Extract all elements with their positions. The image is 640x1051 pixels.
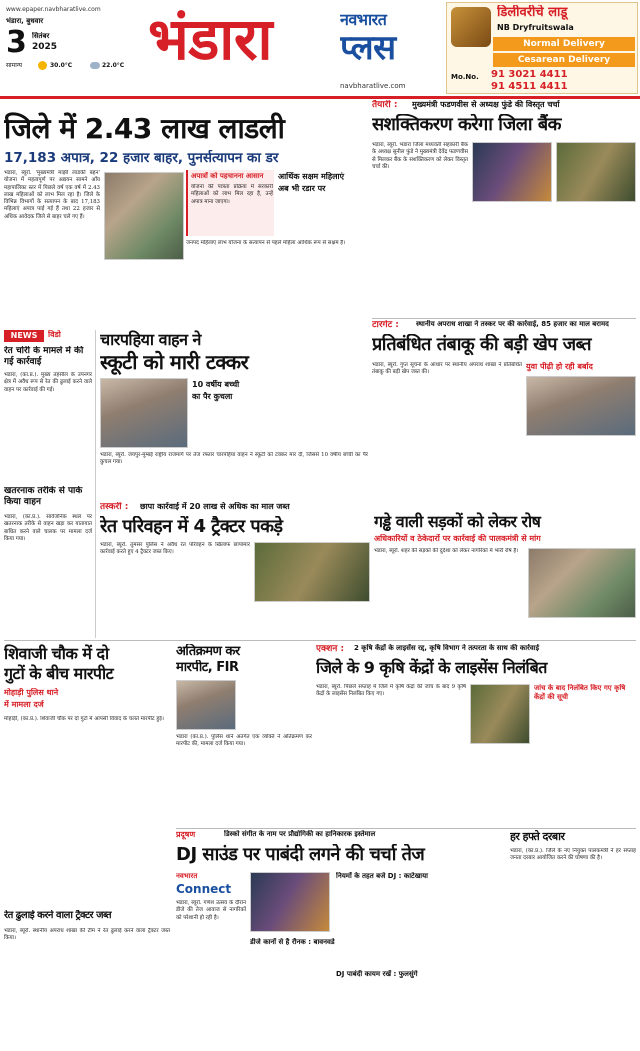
dj-body: भंडारा, ब्यूरो. गणेश उत्सव के दौरान डीजे की तेज आवाज से नागरिकों को परेशानी हो रही है।: [176, 900, 246, 921]
shivaji-headline-2: गुटों के बीच मारपीट: [4, 664, 114, 683]
cooperative-story: [372, 100, 636, 316]
newspaper-title: भंडारा: [148, 5, 273, 73]
license-headline: जिले के 9 कृषि केंद्रों के लाइसेंस निलंबित: [316, 658, 547, 677]
sand-tractor-body: भंडारा, ब्यूरो. स्थानीय अपराध शाखा की टीम ने रेत ढुलाई करने वाला ट्रैक्टर जब्त किया।: [4, 928, 170, 942]
license-body: भंडारा, ब्यूरो. पिछले सप्ताह में जिले में कृषि केंद्रों की जांच के बाद 9 कृषि केंद्रों के लाइसेंस निलंबित किए गए।: [316, 684, 466, 698]
roads-story: [374, 502, 636, 638]
cooperative-headline: सशक्तिकरण करेगा जिला बैंक: [372, 114, 561, 135]
dj-headline: DJ साउंड पर पाबंदी लगने की चर्चा तेज: [176, 844, 425, 865]
ad-mobile-1[interactable]: 91 3021 4411: [491, 69, 568, 80]
dj-connect: Connect: [176, 882, 232, 896]
shivaji-headline-1: शिवाजी चौक में दो: [4, 644, 109, 663]
tractor-body: भंडारा, ब्यूरो. तुमसर पुलिस ने अवैध रेत परिवहन के खिलाफ छापामार कार्रवाई करते हुए 4 ट्रैक्टर जब्त किए।: [100, 542, 250, 556]
accident-sub-1: 10 वर्षीय बच्ची: [192, 380, 240, 389]
ad-title: डिलीवरीचे लाडू: [497, 5, 568, 20]
accident-story: [100, 330, 368, 500]
tractor-kicker-text: छापा कार्रवाई में 20 लाख से अधिक का माल जब्त: [140, 502, 290, 511]
news-body-1: भंडारा, (का.प्र.). मुख्य तहसील के उपनगर क्षेत्र में अवैध रूप से रेत की ढुलाई करने वाले वाहन पर कार्रवाई की गई।: [4, 372, 92, 393]
shivaji-story: [4, 644, 170, 1044]
website[interactable]: navbharatlive.com: [340, 82, 406, 90]
tobacco-story: [372, 320, 636, 500]
accident-sub-2: का पैर कुचला: [192, 392, 233, 401]
date-number: 3: [6, 28, 27, 58]
cloud-icon: [90, 62, 100, 69]
tobacco-photo: [526, 376, 636, 436]
accident-photo: [100, 378, 188, 448]
news-tag: विडो: [48, 330, 61, 339]
city-day: भंडारा, बुधवार: [6, 17, 44, 25]
dj-quote-3: DJ पाबंदी कायम रखें : फुलसुंगे: [336, 970, 418, 978]
roads-headline: गड्ढे वाली सड़कों को लेकर रोष: [374, 512, 541, 531]
news-headline-2: खतरनाक तरीके से पार्क किया वाहन: [4, 486, 83, 508]
lead-column-body: जनपद महिलाएं लाभ योजना के सत्यापन से पहले महिला आर्थिक रूप से सक्षम हैं।: [186, 240, 346, 246]
ad-brand: NB Dryfruitswala: [497, 23, 574, 32]
temp-max: 30.0°C: [50, 62, 73, 69]
divider: [176, 828, 636, 829]
lead-side-title-1: आर्थिक सक्षम महिलाएं: [278, 172, 345, 181]
weather-label: सामान्य: [6, 62, 23, 69]
tractor-photo: [254, 542, 370, 602]
tobacco-body: भंडारा, ब्यूरो. गुप्त सूचना के आधार पर स्थानीय अपराध शाखा ने प्रतिबंधित तंबाकू की बड़ी खेप जब्त की।: [372, 362, 522, 376]
dj-photo: [250, 872, 330, 932]
lead-story: [4, 112, 366, 328]
roads-photo: [528, 548, 636, 618]
temp-min: 22.0°C: [102, 62, 125, 69]
news-label: NEWS: [4, 330, 44, 342]
lead-headline: जिले में 2.43 लाख लाडली: [4, 112, 285, 145]
dj-quote-2: डीजे कानों से है रौनक : बावनवडे: [250, 938, 335, 946]
sun-icon: [38, 61, 47, 70]
advertisement[interactable]: [446, 2, 638, 94]
tobacco-kicker: टारगेट :: [372, 320, 399, 330]
license-kicker-text: 2 कृषि केंद्रों के लाइसेंस रद्द, कृषि विभाग ने तत्परता के साथ की कार्रवाई: [354, 644, 540, 652]
dj-nb-label: नवभारत: [176, 872, 198, 880]
divider: [372, 318, 636, 319]
cooperative-kicker: तैयारी :: [372, 100, 398, 110]
roads-subhead: अधिकारियों व ठेकेदारों पर कार्रवाई की पालकमंत्री से मांग: [374, 534, 541, 543]
license-side-head: जांच के बाद निलंबित किए गए कृषि केंद्रों की सूची: [534, 684, 626, 701]
ad-mobile-2[interactable]: 91 4511 4411: [491, 81, 568, 92]
encroach-photo: [176, 680, 236, 730]
encroach-headline-2: मारपीट, FIR: [176, 660, 239, 675]
dj-quote-1: नियमों के तहत बजे DJ : काटेखाया: [336, 872, 428, 880]
lead-subhead: 17,183 अपात्र, 22 हजार बाहर, पुनर्सत्यापन का डर: [4, 150, 279, 166]
dj-kicker: प्रदूषण: [176, 830, 196, 839]
divider: [4, 640, 636, 641]
lead-box-title: अपात्रों को पहचानना आसान: [191, 172, 264, 180]
masthead: [0, 0, 640, 108]
epaper-url[interactable]: www.epaper.navbharatlive.com: [6, 6, 101, 13]
newspaper-subtitle-2: प्लस: [340, 28, 396, 68]
tractor-kicker: तस्करी :: [100, 502, 129, 512]
license-kicker: एक्शन :: [316, 644, 345, 654]
lead-body: भंडारा, ब्यूरो. 'मुख्यमंत्री माझी लाडकी बहन' योजना में महत्वपूर्ण पर अद्ययन सामने आँय महापालिका स्तर में पिछले वर्ष एक वर्ष में 2.43 लाख महिलाओं को लाभ मिल रहा है। जिले के विभिन्न विभागों के सत्यापन के बाद 17,183 महिलाएं अपात्र पाई गई हैं तथा 22 हजार से अधिक आवेदक जिले से बाहर चले गए हैं।: [4, 170, 100, 220]
accident-body: भंडारा, ब्यूरो. जयपुर-मुम्बई राष्ट्रीय राजमार्ग पर तेज रफ्तार चारपहिया वाहन ने स्कूटी को टक्कर मार दी, जिससे 10 वर्षीय बच्ची का पैर कुचल गया।: [100, 452, 368, 466]
date-year: 2025: [32, 42, 58, 52]
news-body-2: भंडारा, (का.प्र.). सार्वजनिक स्थल पर खतरनाक तरीके से वाहन खड़ा कर यातायात बाधित करने वाले चालक पर मामला दर्ज किया गया।: [4, 514, 92, 542]
tobacco-kicker-text: स्थानीय अपराध शाखा ने तस्कर पर की कार्रवाई, 85 हजार का माल बरामद: [416, 320, 609, 328]
roads-body: भंडारा, ब्यूरो. शहर की सड़कों की दुर्दशा को लेकर नागरिकों में भारी रोष है।: [374, 548, 519, 554]
news-box: [4, 330, 96, 638]
tobacco-headline: प्रतिबंधित तंबाकू की बड़ी खेप जब्त: [372, 334, 592, 355]
date-month: सितंबर: [32, 32, 50, 40]
dryfruit-icon: [451, 7, 491, 47]
cooperative-photo-2: [556, 142, 636, 202]
shivaji-body: मोहाड़ी, (का.प्र.). शिवाजी चौक पर दो गुटों में आपसी विवाद के चलते मारपीट हुई।: [4, 716, 164, 722]
darbar-story: [510, 830, 636, 1046]
cooperative-photo: [472, 142, 552, 202]
newspaper-subtitle-1: नवभारत: [340, 10, 387, 29]
lead-side-title-2: अब भी रडार पर: [278, 184, 326, 193]
encroach-story: [176, 644, 312, 824]
shivaji-sub-2: में मामला दर्ज: [4, 700, 44, 709]
cooperative-kicker-text: मुख्यमंत्री फडणवीस से अध्यक्ष फुंडे की विस्तृत चर्चा: [412, 100, 560, 109]
tractor-story: [100, 502, 370, 638]
accident-headline-1: चारपहिया वाहन ने: [100, 330, 201, 349]
lead-box: [186, 170, 274, 236]
lead-box-body: योजना की पात्रता प्रक्रिया में सरकारी महिलाओं को लाभ मिल रहा है, उन्हें अपात्र माना जाएगा।: [191, 184, 273, 205]
shivaji-sub-1: मोहाड़ी पुलिस थाने: [4, 688, 59, 697]
encroach-headline-1: अतिक्रमण कर: [176, 644, 240, 659]
license-story: [316, 644, 636, 824]
ad-mo-label: Mo.No.: [451, 73, 479, 81]
dj-kicker-text: डिस्को संगीत के नाम पर प्रौद्योगिकी का हानिकारक इस्तेमाल: [224, 830, 376, 838]
darbar-body: भंडारा, (का.प्र.). जिले के नए नियुक्त पालकमंत्री ने हर सप्ताह जनता दरबार आयोजित करने की घोषणा की है।: [510, 848, 636, 862]
sand-tractor-headline: रेत ढुलाई करने वाला ट्रैक्टर जब्त: [4, 910, 112, 921]
darbar-headline: हर हफ्ते दरबार: [510, 830, 565, 843]
tractor-headline: रेत परिवहन में 4 ट्रैक्टर पकड़े: [100, 516, 283, 537]
dj-story: [176, 830, 506, 1046]
cooperative-body: भंडारा, ब्यूरो. भंडारा जिला मध्यवर्ती सहकारी बैंक के अध्यक्ष सुनील फुंडे ने मुख्यमंत्री देवेंद्र फडणवीस से मिलकर बैंक के सशक्तिकरण को लेकर विस्तृत चर्चा की।: [372, 142, 468, 170]
ad-line-normal: Normal Delivery: [493, 37, 635, 51]
tobacco-side-head: युवा पीढ़ी हो रही बर्बाद: [526, 362, 593, 371]
masthead-rule: [0, 96, 640, 99]
lead-photo: [104, 172, 184, 260]
news-headline-1: रेत चोरी के मामले में की गई कार्रवाई: [4, 346, 84, 368]
accident-headline-2: स्कूटी को मारी टक्कर: [100, 350, 249, 374]
license-photo: [470, 684, 530, 744]
encroach-body: भंडारा (का.प्र.). पुलिस थाने अंतर्गत एक व्यक्ति ने अतिक्रमण कर मारपीट की, मामला दर्ज किया गया।: [176, 734, 312, 748]
ad-line-cesarean: Cesarean Delivery: [493, 53, 635, 67]
